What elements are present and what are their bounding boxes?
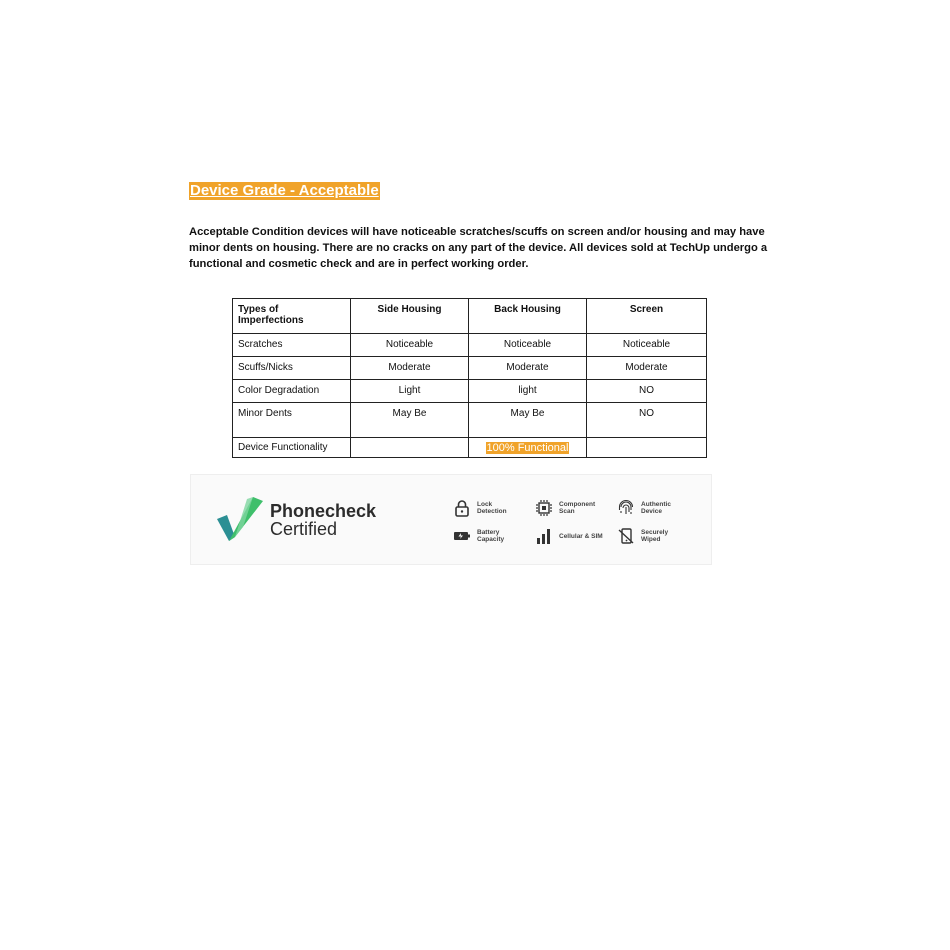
table-cell: light <box>469 380 587 403</box>
table-row <box>233 380 707 403</box>
table-row <box>233 357 707 380</box>
feature-label: Battery Capacity <box>477 529 505 543</box>
table-row <box>233 403 707 438</box>
table-cell: May Be <box>351 403 469 438</box>
chip-icon <box>535 499 553 517</box>
wiped-phone-icon <box>617 527 635 545</box>
feature-lock-detection <box>453 499 521 517</box>
table-cell-empty <box>351 438 469 458</box>
row-label: Scratches <box>233 334 351 357</box>
functionality-value: 100% Functional <box>486 441 569 454</box>
feature-cellular-sim <box>535 527 603 545</box>
table-row <box>233 334 707 357</box>
header-types: Types of Imperfections <box>233 299 351 334</box>
feature-label: Securely Wiped <box>641 529 669 543</box>
imperfections-table <box>232 298 707 458</box>
phonecheck-banner <box>190 474 712 565</box>
table-cell: Noticeable <box>351 334 469 357</box>
feature-label: Lock Detection <box>477 501 507 515</box>
brand-name <box>270 502 376 538</box>
row-label: Color Degradation <box>233 380 351 403</box>
table-cell: May Be <box>469 403 587 438</box>
feature-authentic-device <box>617 499 685 517</box>
functionality-row <box>233 438 707 458</box>
feature-securely-wiped <box>617 527 685 545</box>
feature-label: Cellular & SIM <box>559 532 603 540</box>
header-side-housing: Side Housing <box>351 299 469 334</box>
table-cell: NO <box>587 403 707 438</box>
feature-label: Component Scan <box>559 501 596 515</box>
signal-bars-icon <box>535 527 553 545</box>
table-cell: NO <box>587 380 707 403</box>
lock-icon <box>453 499 471 517</box>
feature-component-scan <box>535 499 603 517</box>
functionality-cell <box>469 438 587 458</box>
header-back-housing: Back Housing <box>469 299 587 334</box>
table-cell: Moderate <box>469 357 587 380</box>
table-cell: Light <box>351 380 469 403</box>
table-header-row <box>233 299 707 334</box>
page-title: Device Grade - Acceptable <box>190 182 379 199</box>
functionality-label: Device Functionality <box>233 438 351 458</box>
row-label: Scuffs/Nicks <box>233 357 351 380</box>
feature-battery-capacity <box>453 527 521 545</box>
row-label: Minor Dents <box>233 403 351 438</box>
table-cell: Noticeable <box>469 334 587 357</box>
brand-line-2: Certified <box>270 519 338 539</box>
fingerprint-icon <box>617 499 635 517</box>
brand-line-1: Phonecheck <box>270 501 377 521</box>
table-cell: Noticeable <box>587 334 707 357</box>
checkmark-logo-icon <box>217 497 263 541</box>
feature-label: Authentic Device <box>641 501 671 515</box>
table-cell: Moderate <box>587 357 707 380</box>
grade-description: Acceptable Condition devices will have noticeable scratches/scuffs on screen and/or housing and may have minor dents on housing. There are no cracks on any part of the device. All devices sold at TechUp undergo a functional and cosmetic check and are in perfect working order. <box>189 226 768 270</box>
header-screen: Screen <box>587 299 707 334</box>
table-cell: Moderate <box>351 357 469 380</box>
battery-icon <box>453 527 471 545</box>
table-cell-empty <box>587 438 707 458</box>
